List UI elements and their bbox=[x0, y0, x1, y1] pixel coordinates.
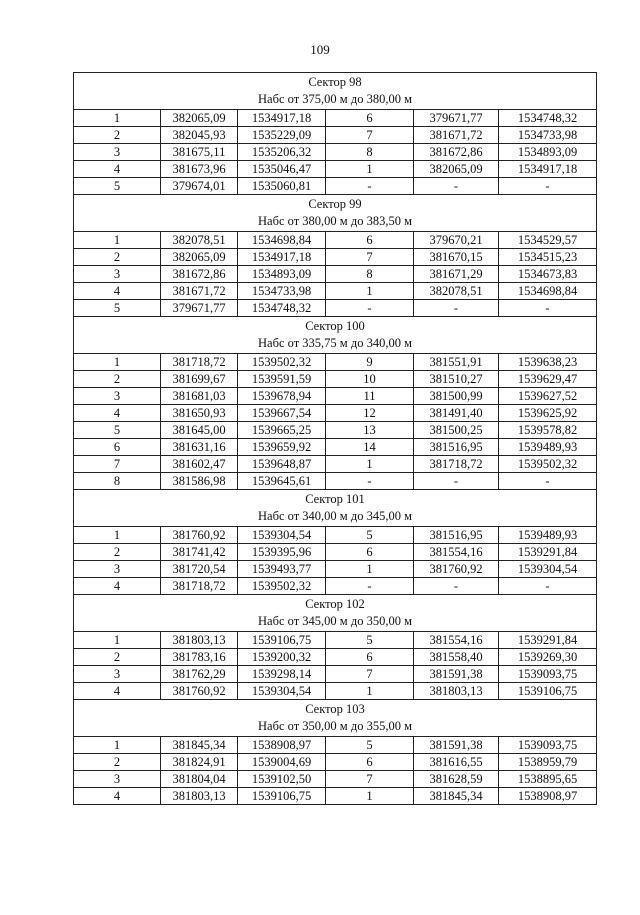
table-row bbox=[74, 649, 597, 666]
table-cell: 1535229,09 bbox=[238, 127, 326, 144]
table-cell: 1539648,87 bbox=[238, 456, 326, 473]
table-cell: 1539578,82 bbox=[499, 422, 597, 439]
table-cell: 382065,09 bbox=[161, 110, 238, 127]
table-cell: 1539304,54 bbox=[238, 527, 326, 544]
table-cell: 381491,40 bbox=[414, 405, 499, 422]
table-row bbox=[74, 161, 597, 178]
table-row bbox=[74, 473, 597, 490]
table-cell: 381591,38 bbox=[414, 666, 499, 683]
table-cell: 1538908,97 bbox=[499, 788, 597, 805]
table-cell: 1539304,54 bbox=[238, 683, 326, 700]
table-cell: 381628,59 bbox=[414, 771, 499, 788]
table-cell: 381551,91 bbox=[414, 354, 499, 371]
sector-title: Сектор 99 bbox=[308, 197, 362, 211]
table-cell: - bbox=[414, 578, 499, 595]
table-cell: 381718,72 bbox=[414, 456, 499, 473]
table-cell: 1534917,18 bbox=[238, 249, 326, 266]
table-cell: - bbox=[326, 578, 414, 595]
table-cell: 1 bbox=[74, 527, 161, 544]
table-cell: 381500,99 bbox=[414, 388, 499, 405]
table-row bbox=[74, 771, 597, 788]
table-cell: 1534515,23 bbox=[499, 249, 597, 266]
table-cell: 5 bbox=[74, 300, 161, 317]
table-cell: 381510,27 bbox=[414, 371, 499, 388]
table-cell: 1534917,18 bbox=[238, 110, 326, 127]
sector-range: Набс от 340,00 м до 345,00 м bbox=[258, 509, 412, 523]
table-cell: 381516,95 bbox=[414, 439, 499, 456]
table-cell: 1534893,09 bbox=[499, 144, 597, 161]
sector-header bbox=[74, 195, 597, 232]
table-cell: 4 bbox=[74, 161, 161, 178]
sector-title: Сектор 101 bbox=[305, 492, 365, 506]
table-cell: 382078,51 bbox=[414, 283, 499, 300]
table-cell: 7 bbox=[326, 666, 414, 683]
table-cell: 1539395,96 bbox=[238, 544, 326, 561]
table-cell: 381824,91 bbox=[161, 754, 238, 771]
sector-range: Набс от 350,00 м до 355,00 м bbox=[258, 719, 412, 733]
table-cell: 381586,98 bbox=[161, 473, 238, 490]
sector-header-row bbox=[74, 595, 597, 632]
table-cell: 381671,29 bbox=[414, 266, 499, 283]
table-cell: 3 bbox=[74, 771, 161, 788]
table-cell: 8 bbox=[326, 144, 414, 161]
table-cell: 4 bbox=[74, 405, 161, 422]
table-cell: 6 bbox=[326, 544, 414, 561]
table-cell: - bbox=[499, 300, 597, 317]
table-cell: 382065,09 bbox=[161, 249, 238, 266]
table-cell: 8 bbox=[326, 266, 414, 283]
table-row bbox=[74, 300, 597, 317]
table-cell: 1 bbox=[326, 161, 414, 178]
table-cell: 1539591,59 bbox=[238, 371, 326, 388]
table-cell: 1 bbox=[326, 561, 414, 578]
sector-header-row bbox=[74, 490, 597, 527]
table-cell: 1534748,32 bbox=[238, 300, 326, 317]
table-row bbox=[74, 754, 597, 771]
table-cell: 381672,86 bbox=[161, 266, 238, 283]
table-cell: 1539627,52 bbox=[499, 388, 597, 405]
table-cell: 9 bbox=[326, 354, 414, 371]
table-cell: 7 bbox=[326, 249, 414, 266]
sector-header-row bbox=[74, 73, 597, 110]
table-row bbox=[74, 527, 597, 544]
table-cell: 1539493,77 bbox=[238, 561, 326, 578]
sector-header-row bbox=[74, 195, 597, 232]
sector-range: Набс от 380,00 м до 383,50 м bbox=[258, 214, 412, 228]
table-cell: 6 bbox=[326, 754, 414, 771]
table-cell: 1539489,93 bbox=[499, 527, 597, 544]
table-cell: 1539502,32 bbox=[238, 578, 326, 595]
table-cell: - bbox=[499, 578, 597, 595]
table-cell: 381500,25 bbox=[414, 422, 499, 439]
table-row bbox=[74, 422, 597, 439]
table-cell: 381675,11 bbox=[161, 144, 238, 161]
table-cell: 381760,92 bbox=[161, 527, 238, 544]
table-cell: 1539291,84 bbox=[499, 632, 597, 649]
table-cell: 1539298,14 bbox=[238, 666, 326, 683]
table-cell: 6 bbox=[74, 439, 161, 456]
table-cell: 3 bbox=[74, 666, 161, 683]
table-cell: 381718,72 bbox=[161, 354, 238, 371]
table-cell: 13 bbox=[326, 422, 414, 439]
table-cell: 381672,86 bbox=[414, 144, 499, 161]
table-cell: 1 bbox=[326, 456, 414, 473]
table-row bbox=[74, 788, 597, 805]
table-row bbox=[74, 561, 597, 578]
table-cell: - bbox=[499, 473, 597, 490]
table-cell: 1539678,94 bbox=[238, 388, 326, 405]
table-cell: 10 bbox=[326, 371, 414, 388]
table-cell: 381558,40 bbox=[414, 649, 499, 666]
table-cell: 382045,93 bbox=[161, 127, 238, 144]
table-cell: 381699,67 bbox=[161, 371, 238, 388]
table-cell: 4 bbox=[74, 683, 161, 700]
sector-header bbox=[74, 595, 597, 632]
table-cell: 381783,16 bbox=[161, 649, 238, 666]
table-cell: 1 bbox=[74, 632, 161, 649]
table-cell: 381803,13 bbox=[414, 683, 499, 700]
table-cell: 1539106,75 bbox=[238, 788, 326, 805]
table-cell: 5 bbox=[326, 527, 414, 544]
table-row bbox=[74, 144, 597, 161]
table-cell: 2 bbox=[74, 649, 161, 666]
table-cell: 12 bbox=[326, 405, 414, 422]
table-cell: 2 bbox=[74, 249, 161, 266]
table-cell: 381681,03 bbox=[161, 388, 238, 405]
sector-range: Набс от 375,00 м до 380,00 м bbox=[258, 92, 412, 106]
table-cell: 11 bbox=[326, 388, 414, 405]
table-cell: 1 bbox=[326, 283, 414, 300]
table-cell: 1539291,84 bbox=[499, 544, 597, 561]
table-cell: 1534917,18 bbox=[499, 161, 597, 178]
sector-title: Сектор 98 bbox=[308, 75, 362, 89]
table-cell: 381718,72 bbox=[161, 578, 238, 595]
table-row bbox=[74, 127, 597, 144]
table-row bbox=[74, 249, 597, 266]
table-cell: 1538959,79 bbox=[499, 754, 597, 771]
table-cell: 5 bbox=[74, 178, 161, 195]
table-cell: 7 bbox=[74, 456, 161, 473]
table-cell: 1535046,47 bbox=[238, 161, 326, 178]
table-cell: 2 bbox=[74, 544, 161, 561]
table-cell: 381554,16 bbox=[414, 632, 499, 649]
table-cell: 381803,13 bbox=[161, 788, 238, 805]
table-cell: 2 bbox=[74, 127, 161, 144]
table-cell: 1539004,69 bbox=[238, 754, 326, 771]
table-cell: 1538908,97 bbox=[238, 737, 326, 754]
table-cell: 381631,16 bbox=[161, 439, 238, 456]
table-cell: 381671,72 bbox=[414, 127, 499, 144]
table-cell: 1534698,84 bbox=[238, 232, 326, 249]
table-cell: 1539665,25 bbox=[238, 422, 326, 439]
table-cell: 7 bbox=[326, 127, 414, 144]
sector-range: Набс от 345,00 м до 350,00 м bbox=[258, 614, 412, 628]
table-cell: 3 bbox=[74, 144, 161, 161]
table-cell: 1534733,98 bbox=[499, 127, 597, 144]
sector-header bbox=[74, 317, 597, 354]
table-cell: 1 bbox=[326, 788, 414, 805]
table-row bbox=[74, 266, 597, 283]
table-cell: 381741,42 bbox=[161, 544, 238, 561]
table-cell: - bbox=[414, 300, 499, 317]
table-cell: 381760,92 bbox=[414, 561, 499, 578]
table-cell: 381804,04 bbox=[161, 771, 238, 788]
sector-title: Сектор 102 bbox=[305, 597, 365, 611]
table-cell: 1539269,30 bbox=[499, 649, 597, 666]
table-row bbox=[74, 371, 597, 388]
table-cell: 1535060,81 bbox=[238, 178, 326, 195]
table-cell: 6 bbox=[326, 232, 414, 249]
table-cell: - bbox=[414, 473, 499, 490]
table-cell: 1539638,23 bbox=[499, 354, 597, 371]
table-cell: 7 bbox=[326, 771, 414, 788]
table-row bbox=[74, 110, 597, 127]
table-row bbox=[74, 578, 597, 595]
table-cell: 5 bbox=[74, 422, 161, 439]
table-cell: 382065,09 bbox=[414, 161, 499, 178]
table-cell: 382078,51 bbox=[161, 232, 238, 249]
table-row bbox=[74, 666, 597, 683]
table-cell: 1539667,54 bbox=[238, 405, 326, 422]
table-row bbox=[74, 632, 597, 649]
table-cell: 379674,01 bbox=[161, 178, 238, 195]
table-row bbox=[74, 178, 597, 195]
table-cell: 2 bbox=[74, 754, 161, 771]
table-cell: 1539489,93 bbox=[499, 439, 597, 456]
table-row bbox=[74, 456, 597, 473]
sector-title: Сектор 100 bbox=[305, 319, 365, 333]
table-cell: 1 bbox=[74, 110, 161, 127]
table-cell: - bbox=[414, 178, 499, 195]
table-row bbox=[74, 232, 597, 249]
table-cell: 1539502,32 bbox=[238, 354, 326, 371]
table-cell: 1 bbox=[74, 737, 161, 754]
table-cell: - bbox=[499, 178, 597, 195]
table-cell: 5 bbox=[326, 737, 414, 754]
table-cell: 1 bbox=[326, 683, 414, 700]
table-cell: 3 bbox=[74, 561, 161, 578]
table-cell: 381673,96 bbox=[161, 161, 238, 178]
table-cell: 1538895,65 bbox=[499, 771, 597, 788]
table-cell: 381554,16 bbox=[414, 544, 499, 561]
table-cell: - bbox=[326, 473, 414, 490]
table-cell: 1539106,75 bbox=[499, 683, 597, 700]
table-cell: 1534698,84 bbox=[499, 283, 597, 300]
table-cell: 4 bbox=[74, 578, 161, 595]
sector-header-row bbox=[74, 700, 597, 737]
table-cell: 381803,13 bbox=[161, 632, 238, 649]
table-cell: 3 bbox=[74, 388, 161, 405]
table-row bbox=[74, 283, 597, 300]
table-cell: 381845,34 bbox=[161, 737, 238, 754]
table-cell: 381650,93 bbox=[161, 405, 238, 422]
table-cell: 1539102,50 bbox=[238, 771, 326, 788]
table-cell: 1534893,09 bbox=[238, 266, 326, 283]
table-cell: 379670,21 bbox=[414, 232, 499, 249]
table-cell: 1539625,92 bbox=[499, 405, 597, 422]
table-cell: 1535206,32 bbox=[238, 144, 326, 161]
table-cell: 4 bbox=[74, 283, 161, 300]
table-cell: 1 bbox=[74, 232, 161, 249]
sector-header-row bbox=[74, 317, 597, 354]
table-cell: 14 bbox=[326, 439, 414, 456]
table-cell: 1539304,54 bbox=[499, 561, 597, 578]
table-row bbox=[74, 544, 597, 561]
table-cell: 381516,95 bbox=[414, 527, 499, 544]
table-cell: 2 bbox=[74, 371, 161, 388]
table-cell: 6 bbox=[326, 649, 414, 666]
table-cell: 381616,55 bbox=[414, 754, 499, 771]
table-cell: 1539200,32 bbox=[238, 649, 326, 666]
table-cell: 1539502,32 bbox=[499, 456, 597, 473]
table-cell: 381762,29 bbox=[161, 666, 238, 683]
table-cell: 1539106,75 bbox=[238, 632, 326, 649]
table-row bbox=[74, 388, 597, 405]
table-cell: 1539629,47 bbox=[499, 371, 597, 388]
sector-header bbox=[74, 73, 597, 110]
table-row bbox=[74, 737, 597, 754]
table-row bbox=[74, 405, 597, 422]
table-cell: - bbox=[326, 178, 414, 195]
table-row bbox=[74, 354, 597, 371]
table-cell: 379671,77 bbox=[161, 300, 238, 317]
table-cell: 381720,54 bbox=[161, 561, 238, 578]
sector-header bbox=[74, 700, 597, 737]
table-row bbox=[74, 439, 597, 456]
table-cell: 1534748,32 bbox=[499, 110, 597, 127]
table-cell: 1534673,83 bbox=[499, 266, 597, 283]
table-cell: 1534529,57 bbox=[499, 232, 597, 249]
table-cell: 1539093,75 bbox=[499, 737, 597, 754]
table-cell: 8 bbox=[74, 473, 161, 490]
table-cell: 381760,92 bbox=[161, 683, 238, 700]
sector-title: Сектор 103 bbox=[305, 702, 365, 716]
sector-range: Набс от 335,75 м до 340,00 м bbox=[258, 336, 412, 350]
table-cell: 3 bbox=[74, 266, 161, 283]
table-cell: 1 bbox=[74, 354, 161, 371]
sector-header bbox=[74, 490, 597, 527]
table-cell: 1539645,61 bbox=[238, 473, 326, 490]
table-cell: 381670,15 bbox=[414, 249, 499, 266]
table-cell: 381845,34 bbox=[414, 788, 499, 805]
table-cell: 381645,00 bbox=[161, 422, 238, 439]
table-cell: 381602,47 bbox=[161, 456, 238, 473]
table-cell: - bbox=[326, 300, 414, 317]
table-cell: 1539659,92 bbox=[238, 439, 326, 456]
table-cell: 381671,72 bbox=[161, 283, 238, 300]
table-row bbox=[74, 683, 597, 700]
table-cell: 1534733,98 bbox=[238, 283, 326, 300]
table-cell: 6 bbox=[326, 110, 414, 127]
table-cell: 1539093,75 bbox=[499, 666, 597, 683]
table-cell: 4 bbox=[74, 788, 161, 805]
coordinates-table bbox=[73, 72, 597, 805]
table-cell: 381591,38 bbox=[414, 737, 499, 754]
table-cell: 5 bbox=[326, 632, 414, 649]
page-number: 109 bbox=[310, 42, 330, 57]
table-cell: 379671,77 bbox=[414, 110, 499, 127]
